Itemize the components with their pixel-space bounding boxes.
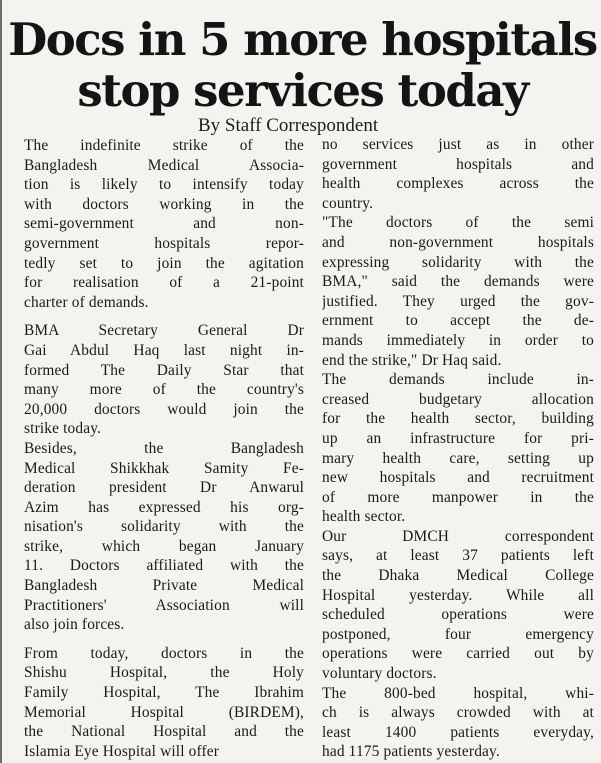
text-line: operations were carried out by — [322, 645, 594, 663]
text-line: Bangladesh Medical Associa- — [24, 156, 304, 174]
text-line: no services just as in other — [322, 136, 594, 153]
text-line: tedly set to join the agitation — [24, 254, 304, 272]
text-line: strike, which began January — [24, 537, 304, 555]
text-line: mary health care, setting up — [322, 449, 594, 467]
article-paragraph — [322, 527, 594, 684]
headline-line-1: Docs in 5 more hospitals — [8, 13, 597, 66]
text-line: BMA Secretary General Dr — [24, 322, 304, 340]
text-line: nisation's solidarity with the — [24, 518, 304, 536]
text-line: also join forces. — [24, 616, 125, 634]
text-line: Family Hospital, The Ibrahim — [24, 684, 304, 702]
text-line: the Dhaka Medical College — [322, 567, 594, 585]
text-line: for the health sector, building — [322, 410, 594, 428]
text-line: Our DMCH correspondent — [322, 527, 594, 545]
text-line: mands immediately in order to — [322, 331, 594, 349]
text-line: charter of demands. — [24, 293, 149, 311]
text-line: voluntary doctors. — [322, 665, 437, 683]
text-line: Practitioners' Association will — [24, 596, 304, 614]
paragraph-gap — [24, 312, 304, 321]
text-line: says, at least 37 patients left — [322, 547, 594, 565]
text-line: Islamia Eye Hospital will offer — [24, 742, 219, 760]
text-line: Azim has expressed his org- — [24, 498, 304, 516]
text-line: The indefinite strike of the — [24, 137, 304, 154]
article-paragraph — [322, 135, 594, 213]
text-line: From today, doctors in the — [24, 644, 304, 662]
text-line: ch is always crowded with at — [322, 704, 594, 722]
text-line: strike today. — [24, 420, 102, 438]
article-paragraph — [24, 136, 304, 312]
text-line: of more manpower in the — [322, 488, 594, 506]
text-line: the National Hospital and the — [24, 723, 304, 741]
text-line: country. — [322, 194, 374, 212]
text-line: deration president Dr Anwarul — [24, 479, 304, 497]
article-paragraph — [24, 439, 304, 635]
text-line: scheduled operations were — [322, 606, 594, 624]
text-line: justified. They urged the gov- — [322, 292, 594, 310]
headline-line-2: stop services today — [77, 64, 528, 117]
article-paragraph — [322, 684, 594, 762]
text-line: Besides, the Bangladesh — [24, 439, 304, 457]
text-line: BMA," said the demands were — [322, 273, 594, 291]
text-line: Bangladesh Private Medical — [24, 577, 304, 595]
article-paragraph — [24, 321, 304, 439]
text-line: semi-government and non- — [24, 215, 304, 233]
text-line: and non-government hospitals — [322, 233, 594, 251]
text-line: government hospitals and — [322, 155, 594, 173]
text-line: health sector. — [322, 508, 406, 526]
text-line: many more of the country's — [24, 381, 304, 399]
article-paragraph — [322, 213, 594, 370]
text-line: ernment to accept the de- — [322, 312, 594, 330]
text-line: had 1175 patients yesterday. — [322, 743, 500, 761]
text-line: "The doctors of the semi — [322, 214, 594, 232]
article-paragraph — [322, 370, 594, 527]
text-line: 20,000 doctors would join the — [24, 400, 304, 418]
paragraph-gap — [24, 635, 304, 644]
text-line: Memorial Hospital (BIRDEM), — [24, 703, 304, 721]
byline: By Staff Correspondent — [198, 115, 379, 136]
text-line: 11. Doctors affiliated with the — [24, 557, 304, 575]
text-line: new hospitals and recruitment — [322, 469, 594, 487]
text-line: The 800-bed hospital, whi- — [322, 684, 594, 702]
left-column — [24, 136, 304, 761]
text-line: end the strike," Dr Haq said. — [322, 351, 502, 369]
text-line: Gai Abdul Haq last night in- — [24, 341, 304, 359]
article-paragraph — [24, 644, 304, 762]
text-line: formed The Daily Star that — [24, 361, 304, 379]
text-line: expressing solidarity with the — [322, 253, 594, 271]
text-line: health complexes across the — [322, 175, 594, 193]
text-line: least 1400 patients everyday, — [322, 723, 594, 741]
text-line: Hospital yesterday. While all — [322, 586, 594, 604]
text-line: tion is likely to intensify today — [24, 176, 304, 194]
text-line: postponed, four emergency — [322, 625, 594, 643]
right-column — [322, 135, 594, 762]
text-line: The demands include in- — [322, 371, 594, 389]
text-line: creased budgetary allocation — [322, 390, 594, 408]
text-line: government hospitals repor- — [24, 234, 304, 252]
text-line: Shishu Hospital, the Holy — [24, 664, 304, 682]
text-line: up an infrastructure for pri- — [322, 429, 594, 447]
text-line: Medical Shikkhak Samity Fe- — [24, 459, 304, 477]
text-line: with doctors working in the — [24, 195, 304, 213]
text-line: for realisation of a 21-point — [24, 274, 304, 292]
